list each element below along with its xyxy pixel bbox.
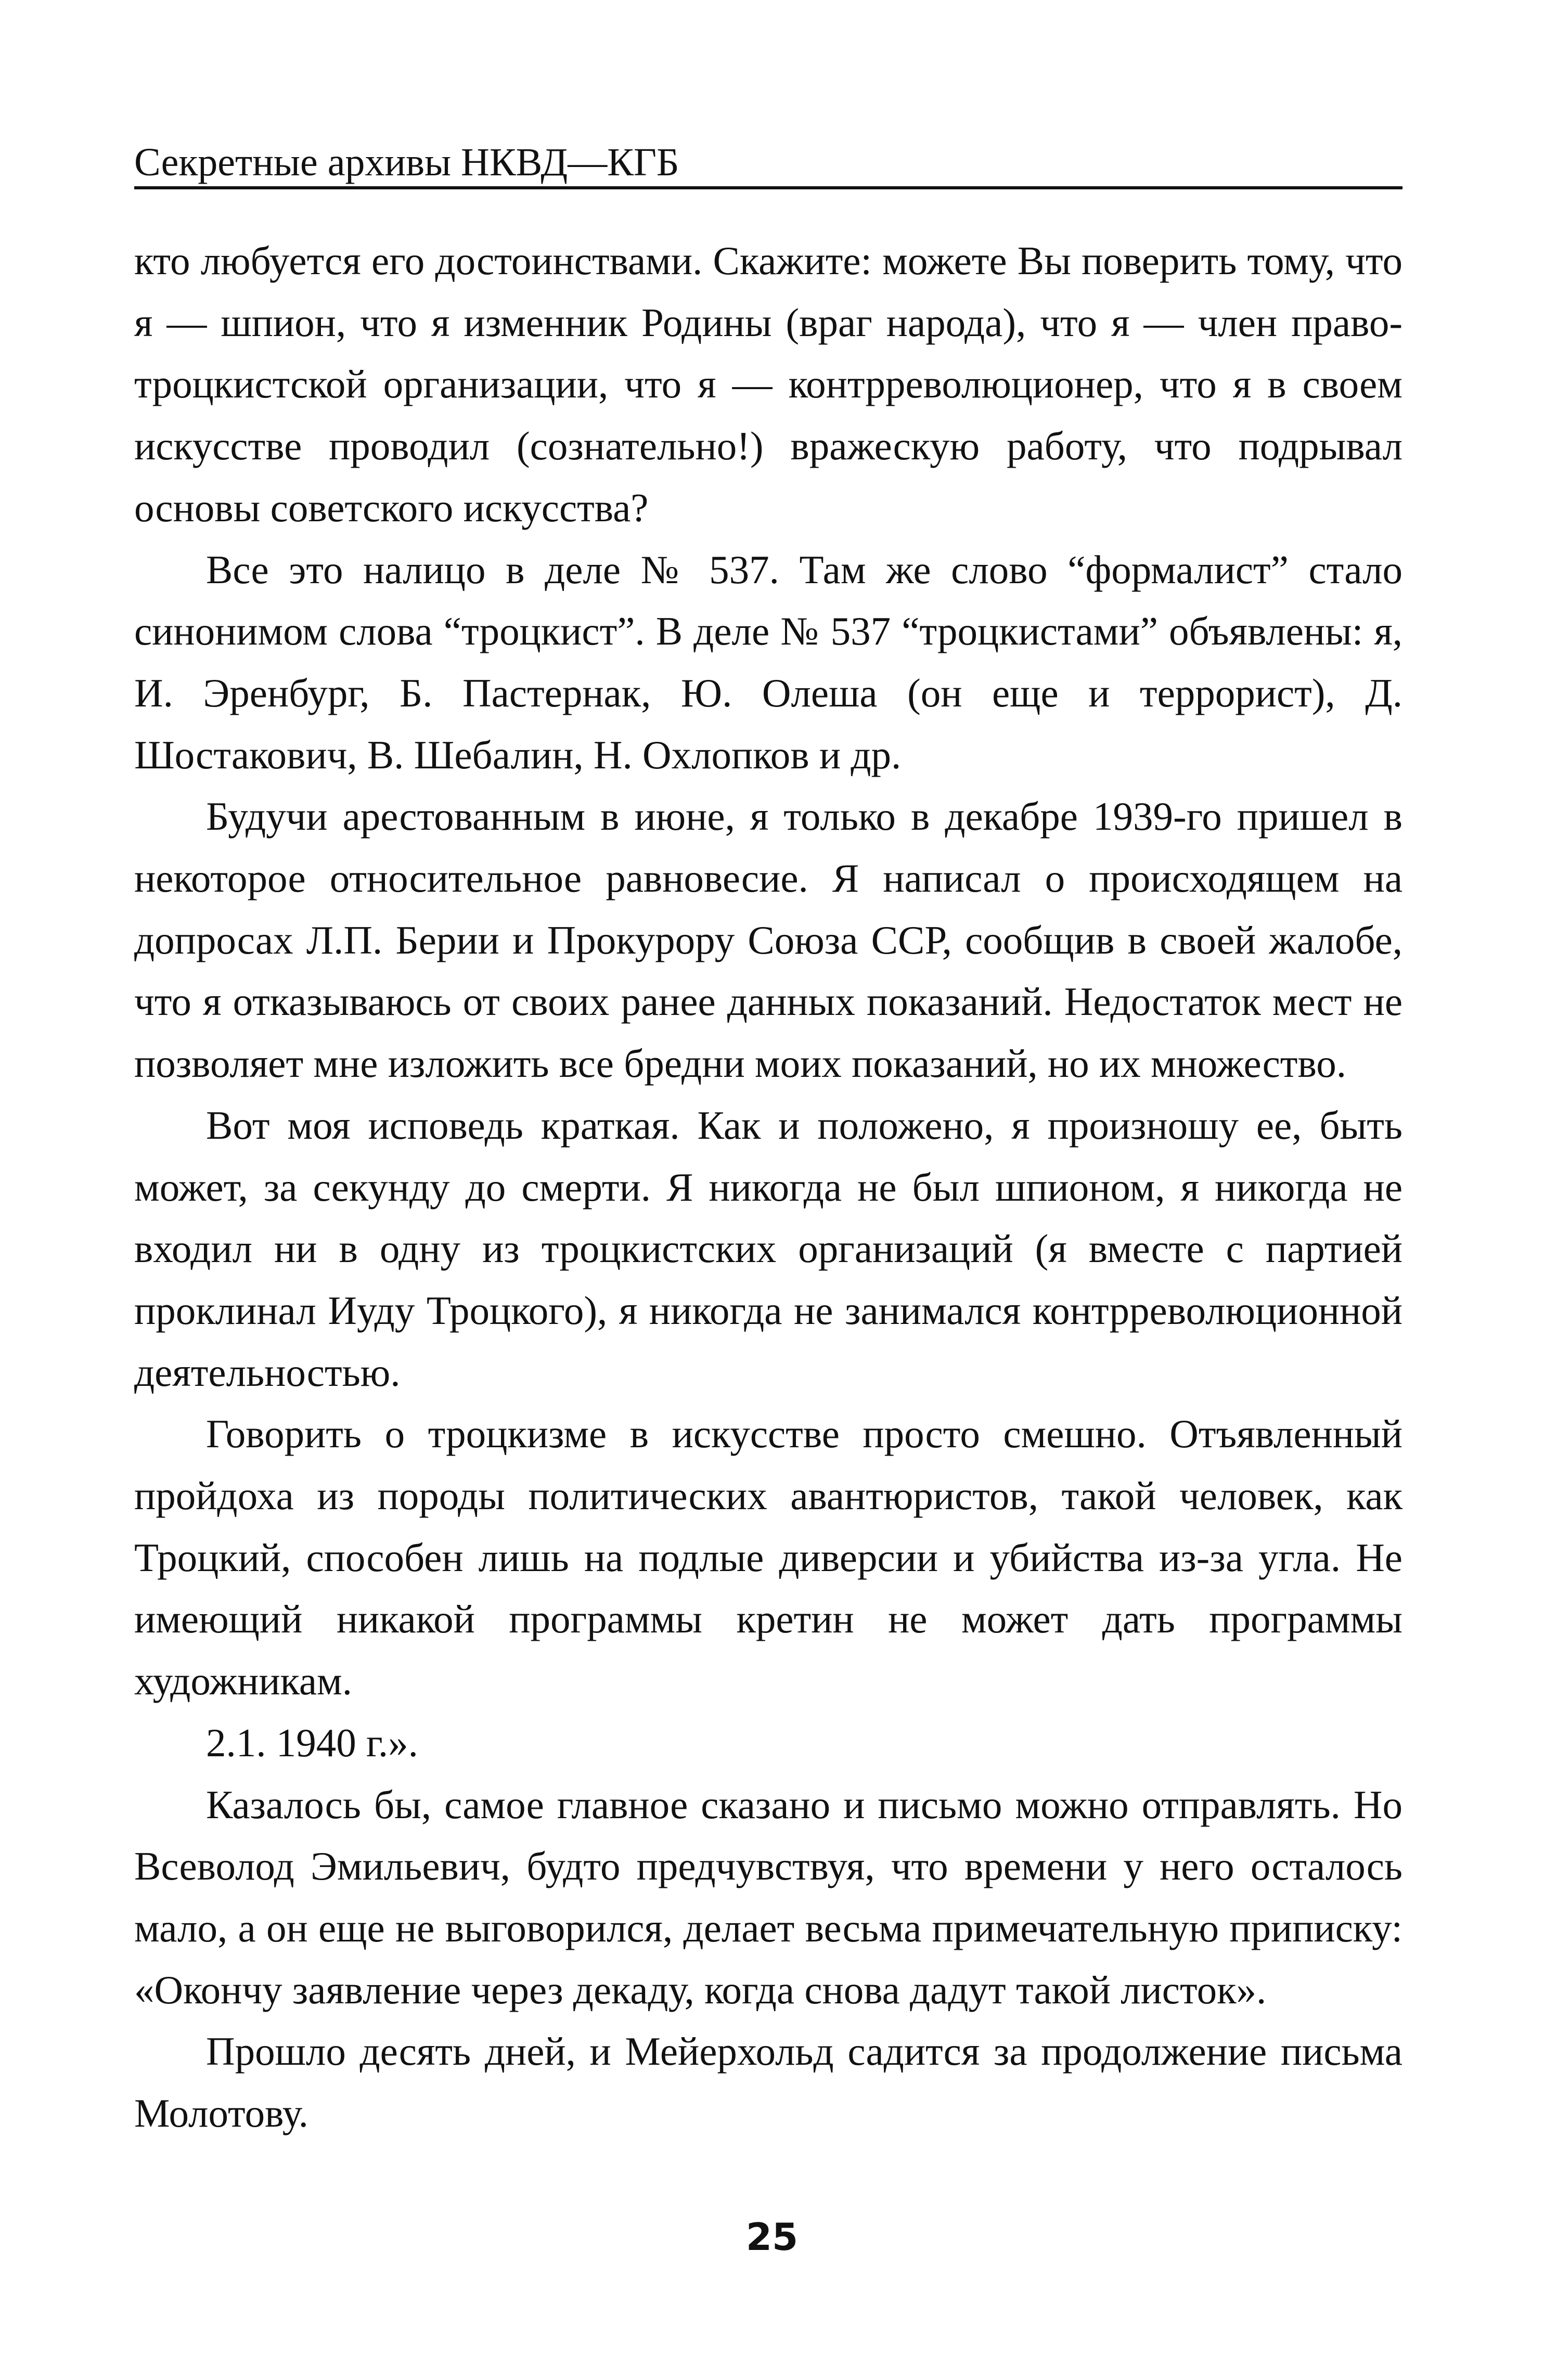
paragraph-continued: кто любуется его достоинствами. Скажите: можете Вы поверить тому, что я — шпион, что я изменник Родины (враг народа), что я — член право-троцкистской организации, что я — контрреволюционер, что я в своем искусстве проводил (сознательно!) вражескую работу, что подрывал основы советского искусства?: [134, 238, 1403, 530]
body-text: [134, 230, 1403, 2144]
paragraph: Говорить о троцкизме в искусстве просто смешно. Отъявленный пройдоха из породы политических авантюристов, такой человек, как Троцкий, способен лишь на подлые диверсии и убийства из-за угла. Не имеющий никакой программы кретин не может дать программы художникам.: [134, 1411, 1403, 1704]
paragraph: Все это налицо в деле № 537. Там же слово “формалист” стало синонимом слова “троцкист”. В деле № 537 “троцкистами” объявлены: я, И. Эренбург, Б. Пастернак, Ю. Олеша (он еще и террорист), Д. Шостакович, В. Шебалин, Н. Охлопков и др.: [134, 547, 1403, 777]
page-number: 25: [745, 2215, 799, 2259]
running-head: Секретные архивы НКВД—КГБ: [134, 140, 679, 184]
header-rule: [134, 186, 1403, 189]
paragraph: Казалось бы, самое главное сказано и письмо можно отправлять. Но Всеволод Эмильевич, будто предчувствуя, что времени у него осталось мало, а он еще не выговорился, делает весьма примечательную приписку: «Окончу заявление через декаду, когда снова дадут такой листок».: [134, 1782, 1403, 2012]
letter-date: 2.1. 1940 г.».: [206, 1720, 418, 1765]
paragraph: Прошло десять дней, и Мейерхольд садится за продолжение письма Молотову.: [134, 2029, 1403, 2136]
paragraph: Вот моя исповедь краткая. Как и положено, я произношу ее, быть может, за секунду до смерти. Я никогда не был шпионом, я никогда не входил ни в одну из троцкистских организаций (я вместе с партией проклинал Иуду Троцкого), я никогда не занимался контрреволюционной деятельностью.: [134, 1102, 1403, 1395]
paragraph: Будучи арестованным в июне, я только в декабре 1939-го пришел в некоторое относительное равновесие. Я написал о происходящем на допросах Л.П. Берии и Прокурору Союза ССР, сообщив в своей жалобе, что я отказываюсь от своих ранее данных показаний. Недостаток мест не позволяет мне изложить все бредни моих показаний, но их множество.: [134, 794, 1403, 1086]
